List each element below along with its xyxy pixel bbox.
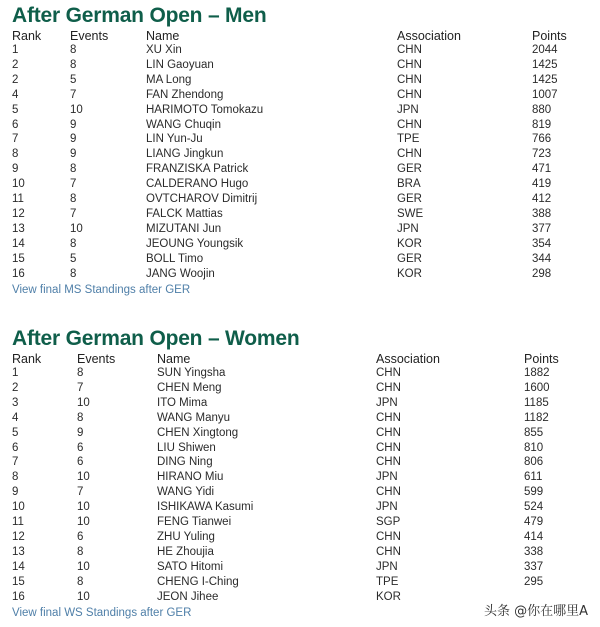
name-cell: DING Ning: [157, 456, 213, 469]
rank-cell: 4: [12, 88, 19, 101]
events-cell: 8: [77, 575, 84, 588]
events-cell: 10: [70, 103, 83, 116]
points-cell: 810: [524, 441, 544, 454]
rank-cell: 11: [12, 193, 24, 206]
events-cell: 10: [77, 516, 90, 529]
association-cell: CHN: [397, 88, 422, 101]
events-cell: 9: [70, 133, 77, 146]
table-row: [12, 545, 588, 560]
points-cell: 412: [532, 193, 552, 206]
rank-cell: 12: [12, 207, 25, 220]
association-cell: CHN: [397, 73, 422, 86]
events-header: Events: [77, 353, 116, 366]
table-row: [12, 381, 588, 396]
rank-cell: 13: [12, 545, 25, 558]
table-row: [12, 177, 588, 192]
name-cell: MA Long: [146, 73, 192, 86]
rank-cell: 16: [12, 590, 25, 603]
women-section-title: After German Open – Women: [12, 327, 300, 350]
rank-cell: 2: [12, 381, 19, 394]
events-cell: 10: [77, 396, 90, 409]
points-cell: 1882: [524, 367, 550, 379]
name-cell: OVTCHAROV Dimitrij: [146, 193, 258, 206]
points-cell: 723: [532, 148, 552, 161]
points-cell: 1007: [532, 88, 558, 101]
association-cell: CHN: [376, 367, 401, 379]
association-cell: BRA: [397, 178, 421, 191]
points-cell: 414: [524, 530, 544, 543]
events-cell: 8: [77, 367, 84, 379]
events-cell: 10: [70, 222, 83, 235]
table-row: [12, 132, 588, 147]
name-cell: JEOUNG Youngsik: [146, 237, 244, 250]
rank-cell: 3: [12, 396, 19, 409]
table-row: [12, 162, 588, 177]
events-cell: 10: [77, 590, 90, 603]
rank-cell: 7: [12, 456, 19, 469]
table-row: [12, 147, 588, 162]
table-row: [12, 267, 588, 282]
table-row: [12, 411, 588, 426]
events-cell: 8: [77, 411, 84, 424]
association-cell: GER: [397, 252, 422, 265]
rank-cell: 14: [12, 237, 25, 250]
events-cell: 7: [70, 178, 77, 191]
rank-header: Rank: [12, 353, 42, 366]
table-row: [12, 252, 588, 267]
events-cell: 10: [77, 471, 90, 484]
events-cell: 9: [70, 148, 77, 161]
points-cell: 354: [532, 237, 552, 250]
events-cell: 8: [70, 163, 77, 176]
association-cell: SGP: [376, 516, 401, 529]
points-cell: 806: [524, 456, 544, 469]
rank-cell: 8: [12, 471, 19, 484]
rank-cell: 10: [12, 501, 25, 514]
association-cell: KOR: [376, 590, 401, 603]
name-header: Name: [146, 30, 180, 43]
rank-cell: 1: [12, 367, 19, 379]
table-row: [12, 575, 588, 590]
association-cell: GER: [397, 193, 422, 206]
name-cell: ZHU Yuling: [157, 530, 215, 543]
table-row: [12, 485, 588, 500]
name-cell: ITO Mima: [157, 396, 208, 409]
points-cell: 855: [524, 426, 544, 439]
name-cell: WANG Chuqin: [146, 118, 221, 131]
rank-cell: 16: [12, 267, 25, 280]
name-cell: SATO Hitomi: [157, 560, 224, 573]
table-row: [12, 366, 588, 381]
name-cell: FRANZISKA Patrick: [146, 163, 249, 176]
events-cell: 9: [77, 426, 84, 439]
name-cell: WANG Yidi: [157, 486, 215, 499]
points-cell: 1425: [532, 58, 558, 71]
name-cell: CHEN Meng: [157, 381, 222, 394]
association-cell: CHN: [376, 441, 401, 454]
view-ws-standings-link[interactable]: View final WS Standings after GER: [12, 606, 192, 619]
rank-cell: 5: [12, 426, 19, 439]
name-cell: ISHIKAWA Kasumi: [157, 501, 254, 514]
rank-cell: 15: [12, 575, 25, 588]
rank-cell: 2: [12, 73, 19, 86]
events-cell: 5: [70, 252, 77, 265]
events-cell: 6: [77, 456, 84, 469]
association-cell: CHN: [397, 148, 422, 161]
events-cell: 10: [77, 560, 90, 573]
table-row: [12, 441, 588, 456]
table-row: [12, 237, 588, 252]
table-row: [12, 207, 588, 222]
association-cell: CHN: [397, 58, 422, 71]
table-row: [12, 396, 588, 411]
table-row: [12, 560, 588, 575]
points-cell: 471: [532, 163, 552, 176]
name-cell: JEON Jihee: [157, 590, 219, 603]
points-cell: 1185: [524, 396, 549, 409]
name-cell: SUN Yingsha: [157, 367, 226, 379]
table-row: [12, 530, 588, 545]
name-cell: FENG Tianwei: [157, 516, 232, 529]
points-cell: 819: [532, 118, 552, 131]
table-header-row: [12, 30, 588, 43]
events-cell: 7: [77, 486, 84, 499]
points-cell: 880: [532, 103, 552, 116]
name-cell: LIU Shiwen: [157, 441, 216, 454]
association-cell: TPE: [397, 133, 420, 146]
rank-cell: 9: [12, 486, 19, 499]
name-cell: BOLL Timo: [146, 252, 204, 265]
association-cell: KOR: [397, 267, 422, 280]
rank-cell: 7: [12, 133, 19, 146]
association-cell: JPN: [397, 103, 419, 116]
events-cell: 9: [70, 118, 77, 131]
men-section-title: After German Open – Men: [12, 4, 267, 27]
association-header: Association: [397, 30, 461, 43]
association-cell: CHN: [376, 486, 401, 499]
table-row: [12, 118, 588, 133]
rank-cell: 4: [12, 411, 19, 424]
points-cell: 1182: [524, 411, 549, 424]
table-row: [12, 88, 588, 103]
points-header: Points: [532, 30, 567, 43]
table-row: [12, 222, 588, 237]
rank-header: Rank: [12, 30, 42, 43]
points-cell: 479: [524, 516, 544, 529]
name-cell: FALCK Mattias: [146, 207, 223, 220]
rank-cell: 2: [12, 58, 19, 71]
name-cell: LIN Yun-Ju: [146, 133, 203, 146]
points-cell: 599: [524, 486, 544, 499]
events-header: Events: [70, 30, 109, 43]
association-cell: JPN: [376, 560, 398, 573]
name-cell: WANG Manyu: [157, 411, 231, 424]
rank-cell: 14: [12, 560, 25, 573]
name-cell: CHENG I-Ching: [157, 575, 239, 588]
events-cell: 8: [70, 237, 77, 250]
points-cell: 388: [532, 207, 552, 220]
association-cell: JPN: [376, 501, 398, 514]
view-ms-standings-link[interactable]: View final MS Standings after GER: [12, 283, 191, 296]
association-cell: JPN: [376, 396, 398, 409]
events-cell: 8: [70, 58, 77, 71]
name-cell: CALDERANO Hugo: [146, 178, 249, 191]
name-cell: LIANG Jingkun: [146, 148, 224, 161]
name-cell: XU Xin: [146, 44, 182, 56]
association-cell: CHN: [376, 530, 401, 543]
name-cell: LIN Gaoyuan: [146, 58, 214, 71]
events-cell: 6: [77, 530, 84, 543]
association-cell: CHN: [376, 381, 401, 394]
association-cell: SWE: [397, 207, 424, 220]
points-cell: 766: [532, 133, 552, 146]
name-cell: HARIMOTO Tomokazu: [146, 103, 264, 116]
women-standings-table: [12, 353, 588, 605]
table-row: [12, 73, 588, 88]
association-cell: CHN: [397, 44, 422, 56]
name-header: Name: [157, 353, 191, 366]
points-cell: 419: [532, 178, 552, 191]
points-cell: 377: [532, 222, 552, 235]
points-cell: 1425: [532, 73, 558, 86]
events-cell: 8: [70, 44, 77, 56]
points-header: Points: [524, 353, 559, 366]
points-cell: 337: [524, 560, 544, 573]
events-cell: 8: [77, 545, 84, 558]
table-row: [12, 426, 588, 441]
rank-cell: 8: [12, 148, 19, 161]
name-cell: HE Zhoujia: [157, 545, 214, 558]
rank-cell: 6: [12, 118, 19, 131]
events-cell: 8: [70, 193, 77, 206]
rank-cell: 6: [12, 441, 19, 454]
association-cell: KOR: [397, 237, 422, 250]
table-row: [12, 43, 588, 58]
points-cell: 298: [532, 267, 552, 280]
men-standings-table: [12, 30, 588, 282]
rank-cell: 9: [12, 163, 19, 176]
points-cell: 295: [524, 575, 544, 588]
association-cell: JPN: [397, 222, 419, 235]
points-cell: 2044: [532, 44, 558, 56]
points-cell: 524: [524, 501, 544, 514]
events-cell: 10: [77, 501, 90, 514]
source-watermark: 头条 @你在哪里A: [482, 600, 590, 619]
name-cell: FAN Zhendong: [146, 88, 224, 101]
rank-cell: 15: [12, 252, 25, 265]
table-row: [12, 500, 588, 515]
events-cell: 7: [77, 381, 84, 394]
association-cell: CHN: [397, 118, 422, 131]
association-cell: CHN: [376, 426, 401, 439]
table-row: [12, 455, 588, 470]
association-cell: CHN: [376, 545, 401, 558]
points-cell: 611: [524, 471, 543, 484]
events-cell: 7: [70, 88, 77, 101]
points-cell: 344: [532, 252, 552, 265]
rank-cell: 1: [12, 44, 19, 56]
rank-cell: 13: [12, 222, 25, 235]
association-cell: JPN: [376, 471, 398, 484]
events-cell: 5: [70, 73, 77, 86]
table-row: [12, 58, 588, 73]
table-row: [12, 515, 588, 530]
rank-cell: 11: [12, 516, 24, 529]
events-cell: 8: [70, 267, 77, 280]
name-cell: CHEN Xingtong: [157, 426, 239, 439]
table-header-row: [12, 353, 588, 366]
table-row: [12, 103, 588, 118]
association-cell: GER: [397, 163, 422, 176]
association-cell: CHN: [376, 456, 401, 469]
points-cell: 338: [524, 545, 544, 558]
rank-cell: 5: [12, 103, 19, 116]
events-cell: 6: [77, 441, 84, 454]
rank-cell: 10: [12, 178, 25, 191]
men-standings-section: [12, 2, 588, 298]
table-row: [12, 192, 588, 207]
association-header: Association: [376, 353, 440, 366]
women-standings-section: [12, 325, 588, 621]
points-cell: 1600: [524, 381, 550, 394]
association-cell: TPE: [376, 575, 399, 588]
table-row: [12, 470, 588, 485]
events-cell: 7: [70, 207, 77, 220]
rank-cell: 12: [12, 530, 25, 543]
name-cell: MIZUTANI Jun: [146, 222, 222, 235]
name-cell: HIRANO Miu: [157, 471, 224, 484]
association-cell: CHN: [376, 411, 401, 424]
name-cell: JANG Woojin: [146, 267, 215, 280]
